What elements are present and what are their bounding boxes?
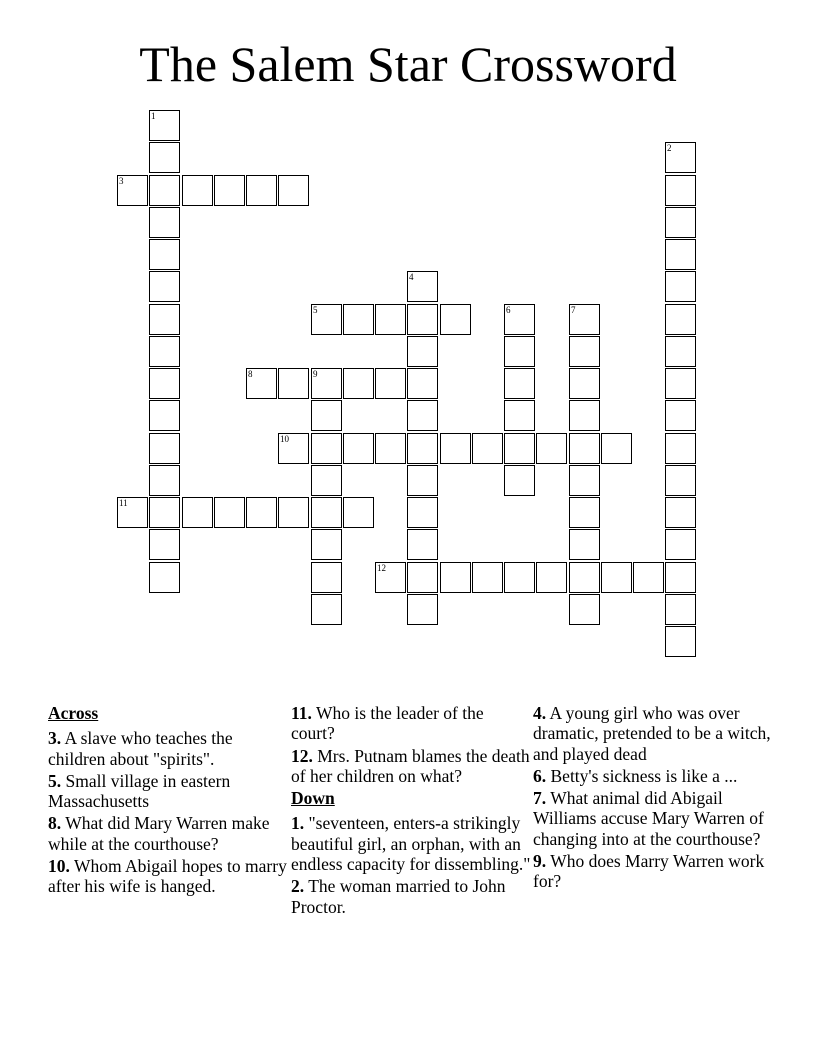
clue-text: Small village in eastern Massachusetts [48, 770, 231, 812]
cell-number: 2 [667, 143, 672, 153]
clue-number: 7. [533, 788, 547, 809]
cell-number: 7 [571, 305, 576, 315]
crossword-cell[interactable] [665, 626, 696, 657]
crossword-cell[interactable] [149, 271, 180, 302]
crossword-cell[interactable] [343, 368, 374, 399]
crossword-cell[interactable] [569, 465, 600, 496]
crossword-cell[interactable] [569, 400, 600, 431]
crossword-cell[interactable] [569, 497, 600, 528]
crossword-cell[interactable] [665, 497, 696, 528]
clue-text: The woman married to John Proctor. [291, 876, 506, 917]
cell-number: 4 [409, 272, 414, 282]
clue-down-9 [533, 851, 773, 892]
crossword-cell[interactable] [665, 368, 696, 399]
clue-number: 3. [48, 728, 62, 749]
cell-number: 10 [280, 434, 289, 444]
clue-text: A slave who teaches the children about "spirits". [48, 728, 233, 769]
crossword-cell[interactable] [311, 562, 342, 593]
crossword-cell[interactable] [182, 175, 213, 206]
crossword-cell[interactable] [407, 336, 438, 367]
crossword-cell[interactable] [407, 497, 438, 528]
crossword-cell[interactable] [601, 562, 632, 593]
crossword-cell[interactable] [149, 336, 180, 367]
clue-number: 4. [533, 703, 547, 723]
crossword-cell[interactable] [504, 400, 535, 431]
crossword-cell[interactable] [375, 304, 406, 335]
puzzle-title: The Salem Star Crossword [139, 36, 677, 92]
clue-text: "seventeen, enters-a strikingly beautiful girl, an orphan, with an endless capacity for dissembling." [291, 813, 531, 875]
crossword-cell[interactable] [407, 400, 438, 431]
clue-number: 10. [48, 856, 70, 877]
clue-number: 11. [291, 703, 312, 723]
crossword-cell[interactable] [149, 433, 180, 464]
crossword-cell[interactable] [149, 207, 180, 238]
cell-number: 3 [119, 176, 124, 186]
crossword-cell[interactable] [149, 304, 180, 335]
across-heading: Across [48, 703, 99, 723]
crossword-cell[interactable] [278, 175, 309, 206]
crossword-cell[interactable] [343, 304, 374, 335]
crossword-cell[interactable] [343, 497, 374, 528]
crossword-cell[interactable] [665, 271, 696, 302]
cell-number: 5 [313, 305, 318, 315]
crossword-cell[interactable] [149, 175, 180, 206]
clue-text: Who does Marry Warren work for? [533, 851, 765, 892]
crossword-cell[interactable] [407, 433, 438, 464]
clues-column-2 [291, 703, 531, 919]
clue-number: 9. [533, 851, 547, 872]
cell-number: 1 [151, 111, 156, 121]
crossword-cell[interactable] [407, 594, 438, 625]
crossword-cell[interactable] [504, 368, 535, 399]
crossword-cell[interactable] [536, 562, 567, 593]
crossword-cell[interactable] [407, 271, 438, 302]
clue-across-11 [291, 703, 531, 744]
clue-down-1 [291, 813, 531, 874]
clue-number: 6. [533, 765, 547, 786]
crossword-cell[interactable] [407, 304, 438, 335]
cell-number: 6 [506, 305, 511, 315]
crossword-cell[interactable] [149, 400, 180, 431]
crossword-cell[interactable] [569, 529, 600, 560]
cell-number: 8 [248, 369, 253, 379]
clue-number: 12. [291, 745, 313, 766]
crossword-cell[interactable] [149, 110, 180, 141]
cell-number: 9 [313, 369, 318, 379]
clue-text: Betty's sickness is like a ... [550, 765, 738, 786]
crossword-cell[interactable] [504, 433, 535, 464]
crossword-cell[interactable] [117, 497, 148, 528]
crossword-cell[interactable] [311, 529, 342, 560]
crossword-cell[interactable] [504, 465, 535, 496]
crossword-cell[interactable] [665, 433, 696, 464]
crossword-cell[interactable] [311, 465, 342, 496]
clue-across-8 [48, 813, 288, 854]
crossword-cell[interactable] [311, 304, 342, 335]
crossword-cell[interactable] [665, 400, 696, 431]
crossword-cell[interactable] [311, 497, 342, 528]
crossword-cell[interactable] [569, 304, 600, 335]
clue-across-12 [291, 746, 531, 787]
clues-column-3 [533, 703, 773, 894]
crossword-cell[interactable] [504, 304, 535, 335]
clue-text: What did Mary Warren make while at the courthouse? [48, 813, 270, 854]
crossword-cell[interactable] [375, 368, 406, 399]
clue-text: Whom Abigail hopes to marry after his wife is hanged. [48, 856, 287, 897]
clue-down-7 [533, 788, 773, 849]
crossword-cell[interactable] [311, 368, 342, 399]
crossword-cell[interactable] [311, 594, 342, 625]
cell-number: 11 [119, 498, 128, 508]
crossword-cell[interactable] [407, 529, 438, 560]
crossword-cell[interactable] [665, 142, 696, 173]
crossword-cell[interactable] [375, 562, 406, 593]
crossword-cell[interactable] [504, 336, 535, 367]
crossword-cell[interactable] [375, 433, 406, 464]
crossword-cell[interactable] [472, 433, 503, 464]
crossword-cell[interactable] [440, 433, 471, 464]
crossword-cell[interactable] [569, 562, 600, 593]
clue-text: Who is the leader of the court? [291, 703, 484, 744]
crossword-cell[interactable] [311, 400, 342, 431]
crossword-cell[interactable] [343, 433, 374, 464]
crossword-cell[interactable] [665, 304, 696, 335]
crossword-cell[interactable] [149, 529, 180, 560]
crossword-cell[interactable] [569, 433, 600, 464]
crossword-cell[interactable] [665, 336, 696, 367]
crossword-cell[interactable] [149, 142, 180, 173]
crossword-cell[interactable] [665, 529, 696, 560]
crossword-cell[interactable] [149, 239, 180, 270]
crossword-cell[interactable] [407, 562, 438, 593]
clue-text: Mrs. Putnam blames the death of her children on what? [291, 745, 530, 786]
crossword-cell[interactable] [569, 368, 600, 399]
crossword-cell[interactable] [407, 368, 438, 399]
crossword-cell[interactable] [601, 433, 632, 464]
crossword-cell[interactable] [665, 175, 696, 206]
clue-across-10 [48, 856, 288, 897]
crossword-cell[interactable] [149, 497, 180, 528]
clue-number: 2. [291, 876, 305, 897]
crossword-cell[interactable] [149, 562, 180, 593]
clues-column-1 [48, 703, 288, 899]
crossword-cell[interactable] [117, 175, 148, 206]
crossword-cell[interactable] [504, 562, 535, 593]
crossword-cell[interactable] [214, 497, 245, 528]
crossword-cell[interactable] [246, 497, 277, 528]
crossword-cell[interactable] [278, 497, 309, 528]
crossword-cell[interactable] [182, 497, 213, 528]
crossword-cell[interactable] [665, 594, 696, 625]
crossword-cell[interactable] [214, 175, 245, 206]
crossword-cell[interactable] [278, 433, 309, 464]
clue-text: A young girl who was over dramatic, pretended to be a witch, and played dead [533, 703, 771, 764]
cell-number: 12 [377, 563, 386, 573]
clue-number: 1. [291, 813, 305, 834]
clue-down-4 [533, 703, 773, 764]
crossword-cell[interactable] [246, 175, 277, 206]
crossword-cell[interactable] [407, 465, 438, 496]
crossword-cell[interactable] [569, 594, 600, 625]
clue-across-5 [48, 771, 288, 812]
clue-text: What animal did Abigail Williams accuse Mary Warren of changing into at the courthouse? [533, 788, 764, 849]
crossword-cell[interactable] [633, 562, 664, 593]
clue-number: 5. [48, 770, 62, 791]
down-heading: Down [291, 788, 335, 809]
crossword-cell[interactable] [311, 433, 342, 464]
clue-across-3 [48, 728, 288, 769]
crossword-cell[interactable] [278, 368, 309, 399]
crossword-cell[interactable] [246, 368, 277, 399]
crossword-cell[interactable] [440, 562, 471, 593]
clue-number: 8. [48, 813, 62, 834]
crossword-cell[interactable] [665, 562, 696, 593]
crossword-cell[interactable] [149, 368, 180, 399]
crossword-cell[interactable] [536, 433, 567, 464]
clue-down-2 [291, 876, 531, 917]
crossword-cell[interactable] [440, 304, 471, 335]
crossword-cell[interactable] [569, 336, 600, 367]
clue-down-6 [533, 766, 773, 786]
crossword-cell[interactable] [665, 239, 696, 270]
crossword-cell[interactable] [472, 562, 503, 593]
crossword-cell[interactable] [665, 465, 696, 496]
crossword-cell[interactable] [665, 207, 696, 238]
crossword-cell[interactable] [149, 465, 180, 496]
